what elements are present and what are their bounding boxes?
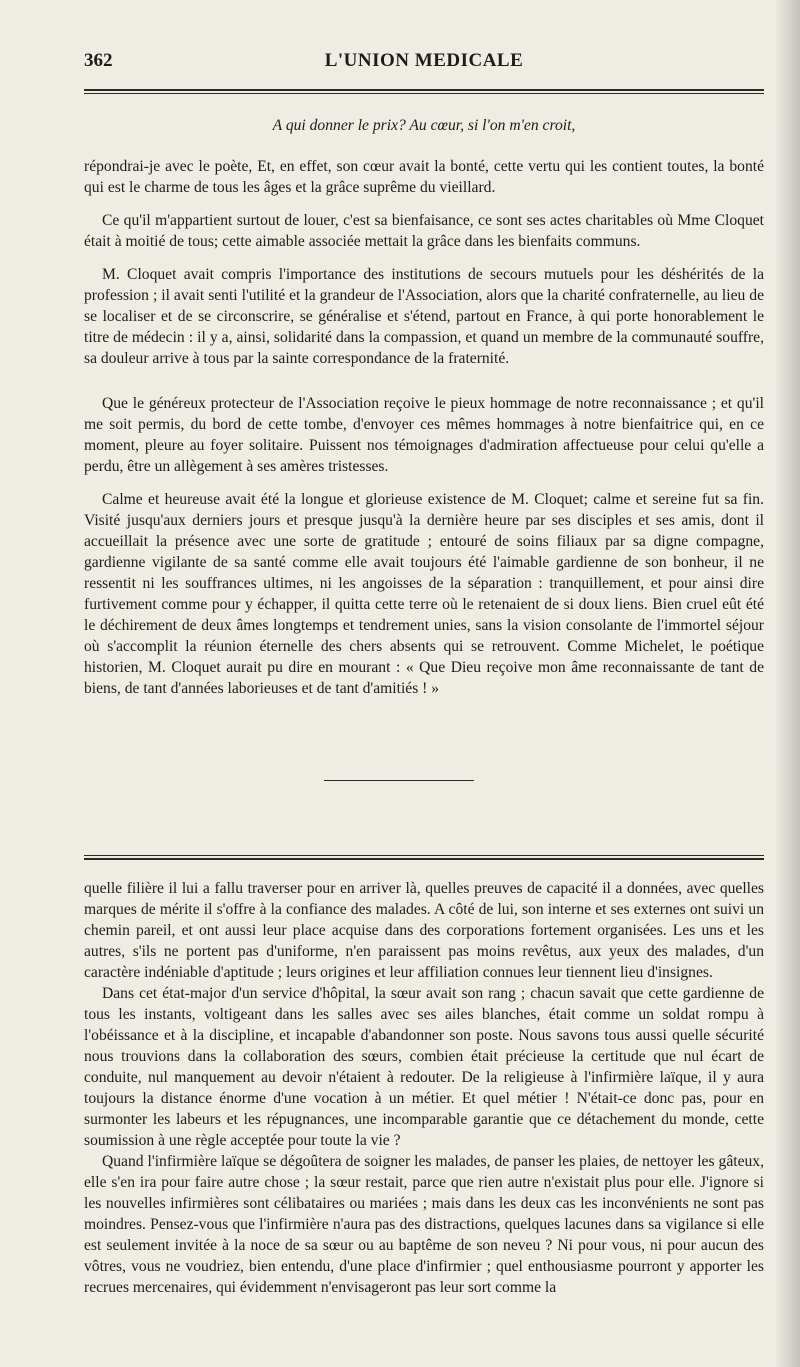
section-separator-thick <box>84 858 764 860</box>
running-title: L'UNION MEDICALE <box>324 50 524 71</box>
end-rule <box>324 780 474 781</box>
paragraph: quelle filière il lui a fallu traverser pour en arriver là, quelles preuves de capacité il a données, avec quelles marques de mérite il s'offre à la confiance des malades. A côté de lui, son interne et ses externes ont suivi un chemin pareil, et ont aussi leur place acquise dans des corporations fortement organisées. Les uns et les autres, s'ils ne portent pas d'uniforme, n'en paraissent pas moins revêtus, aux yeux des malades, d'un caractère indéniable d'aptitude ; leurs origines et leur affiliation connues leur tiennent lieu d'insignes. <box>84 880 764 981</box>
paragraph: Ce qu'il m'appartient surtout de louer, c'est sa bienfaisance, ce sont ses actes charitables où Mme Cloquet était à moitié de tous; cette aimable associée mettait la grâce dans les bienfaits communs. <box>84 212 764 250</box>
paragraph: Calme et heureuse avait été la longue et glorieuse existence de M. Cloquet; calme et sereine fut sa fin. Visité jusqu'aux derniers jours et presque jusqu'à la dernière heure par ses disciples et ses amis, dont il accueillait la présence avec une sorte de gratitude ; entouré de soins filiaux par sa digne compagne, gardienne vigilante de sa santé comme elle avait toujours été l'aimable gardienne de son bonheur, il ne ressentit ni les souffrances ultimes, ni les angoisses de la séparation : tranquillement, et pour ainsi dire furtivement comme pour y échapper, il quitta cette terre où le retenaient de si doux liens. Bien cruel eût été le déchirement de deux âmes longtemps et tendrement unies, sans la vision consolante de l'immortel séjour où s'accomplit la réunion éternelle des chers absents qui se retrouvent. Comme Michelet, le poétique historien, M. Cloquet aurait pu dire en mourant : « Que Dieu reçoive mon âme reconnaissante de tant de biens, de tant d'années laborieuses et de tant d'amitiés ! » <box>84 491 764 697</box>
page-number: 362 <box>84 50 113 71</box>
paragraph: Quand l'infirmière laïque se dégoûtera de soigner les malades, de panser les plaies, de nettoyer les gâteux, elle s'en ira pour faire autre chose ; la sœur restait, parce que rien autre n'existait plus pour elle. J'ignore si les nouvelles infirmières sont célibataires ou mariées ; mais dans les deux cas les inconvénients ne sont pas moindres. Pensez-vous que l'infirmière n'aura pas des distractions, quelques lacunes dans sa vigilance si elle est seulement invitée à la noce de sa sœur ou au baptême de son neveu ? Ni pour vous, ni pour aucun des vôtres, vous ne voudriez, bien entendu, d'une place d'infirmier ; quel enthousiasme pourront y apporter les recrues mercenaires, qui évidemment n'envisageront pas leur sort comme la <box>84 1153 764 1296</box>
paragraph: M. Cloquet avait compris l'importance des institutions de secours mutuels pour les déshérités de la profession ; il avait senti l'utilité et la grandeur de l'Association, alors que la charité confraternelle, au lieu de se localiser et de se circonscrire, se généralise et s'étend, partout en France, à qui porte honorablement le titre de médecin : il y a, ainsi, solidarité dans la compassion, et quand un membre de la communauté souffre, sa douleur arrive à tous par la sainte correspondance de la fraternité. <box>84 266 764 367</box>
top-text-block <box>84 156 764 699</box>
header-rule <box>84 89 764 91</box>
feuilleton-text-block <box>84 878 764 1298</box>
header-rule-thin <box>84 93 764 94</box>
paragraph: Dans cet état-major d'un service d'hôpital, la sœur avait son rang ; chacun savait que cette gardienne de tous les instants, voltigeant dans les salles avec ses ailes blanches, était comme un soldat rompu à l'obéissance et à la discipline, et incapable d'abandonner son poste. Nous savons tous aussi quelle sécurité nous trouvions dans la collaboration des sœurs, combien était précieuse la certitude que nul écart de conduite, nul manquement au devoir n'étaient à redouter. De la religieuse à l'infirmière laïque, il y aura toujours la distance énorme d'une vocation à un métier. Et quel métier ! N'était-ce donc pas, pour en surmonter les labeurs et les répugnances, une incomparable garantie que ce détachement du monde, cette soumission à une règle acceptée pour toute la vie ? <box>84 985 764 1149</box>
paragraph: répondrai-je avec le poète, Et, en effet, son cœur avait la bonté, cette vertu qui les contient toutes, la bonté qui est le charme de tous les âges et la grâce suprême du vieillard. <box>84 158 764 196</box>
binding-shadow <box>774 0 800 1367</box>
section-separator <box>84 855 764 856</box>
paragraph: Que le généreux protecteur de l'Association reçoive le pieux hommage de notre reconnaissance ; et qu'il me soit permis, du bord de cette tombe, d'envoyer ces mêmes hommages à notre bienfaitrice qui, en ce moment, pleure au foyer solitaire. Puissent nos témoignages d'admiration affectueuse pour celui qu'elle a perdu, être un allègement à ses amères tristesses. <box>84 395 764 475</box>
page-header <box>84 47 764 75</box>
verse-quote: A qui donner le prix? Au cœur, si l'on m'en croit, <box>272 117 576 134</box>
